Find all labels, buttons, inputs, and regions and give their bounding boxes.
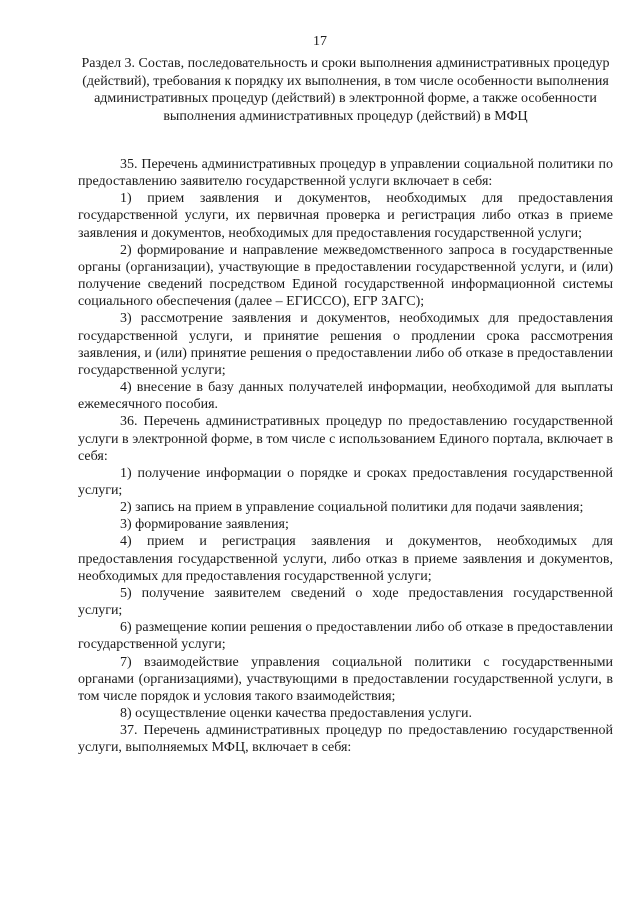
list-item-36-8: 8) осуществление оценки качества предоставления услуги. [120, 706, 473, 721]
list-item-35-2: 2) формирование и направление межведомственного запроса в государственные органы (организации), участвующие в предоставлении государственной услуги, и (или) получение сведений посредством Единой государственной информационной системы социального обеспечения (далее – ЕГИССО), ЕГР ЗАГС); [78, 242, 613, 310]
page-number: 17 [313, 34, 327, 49]
list-item-36-7: 7) взаимодействие управления социальной политики с государственными органами (организациями), участвующими в предоставлении государственной услуги, в том числе порядок и условия такого взаимодействия; [78, 654, 613, 704]
list-item-36-2: 2) запись на прием в управление социальной политики для подачи заявления; [120, 500, 584, 516]
paragraph-35-intro: 35. Перечень административных процедур в управлении социальной политики по предоставлению заявителю государственной услуги включает в себя: [78, 157, 613, 190]
section-heading: Раздел 3. Состав, последовательность и сроки выполнения административных процедур (действий), требования к порядку их выполнения, в том числе особенности выполнения административных процедур (действий) в электронной форме, а также особенности выполнения административных процедур (действий) в МФЦ [81, 56, 610, 124]
list-item-35-4: 4) внесение в базу данных получателей информации, необходимой для выплаты ежемесячного пособия. [78, 380, 613, 413]
list-item-35-3: 3) рассмотрение заявления и документов, необходимых для предоставления государственной услуги, и принятие решения о продлении срока рассмотрения заявления, и (или) принятие решения о предоставлении либо об отказе в предоставлении государственной услуги; [78, 311, 613, 378]
list-item-36-6: 6) размещение копии решения о предоставлении либо об отказе в предоставлении государственной услуги; [78, 620, 613, 653]
paragraph-37-intro: 37. Перечень административных процедур по предоставлению государственной услуги, выполняемых МФЦ, включает в себя: [78, 723, 613, 756]
list-item-36-5: 5) получение заявителем сведений о ходе предоставления государственной услуги; [78, 585, 613, 619]
list-item-36-3: 3) формирование заявления; [120, 517, 289, 533]
list-item-36-4: 4) прием и регистрация заявления и документов, необходимых для предоставления государственной услуги, либо отказ в приеме заявления и документов, необходимых для предоставления государственной услуги; [78, 534, 613, 584]
list-item-35-1: 1) прием заявления и документов, необходимых для предоставления государственной услуги, их первичная проверка и регистрация либо отказ в приеме заявления и документов, необходимых для предоставления государственной услуги; [78, 191, 613, 241]
paragraph-36-intro: 36. Перечень административных процедур по предоставлению государственной услуги в электронной форме, в том числе с использованием Единого портала, включает в себя: [78, 414, 613, 464]
list-item-36-1: 1) получение информации о порядке и сроках предоставления государственной услуги; [78, 465, 613, 498]
document-body [78, 156, 613, 756]
